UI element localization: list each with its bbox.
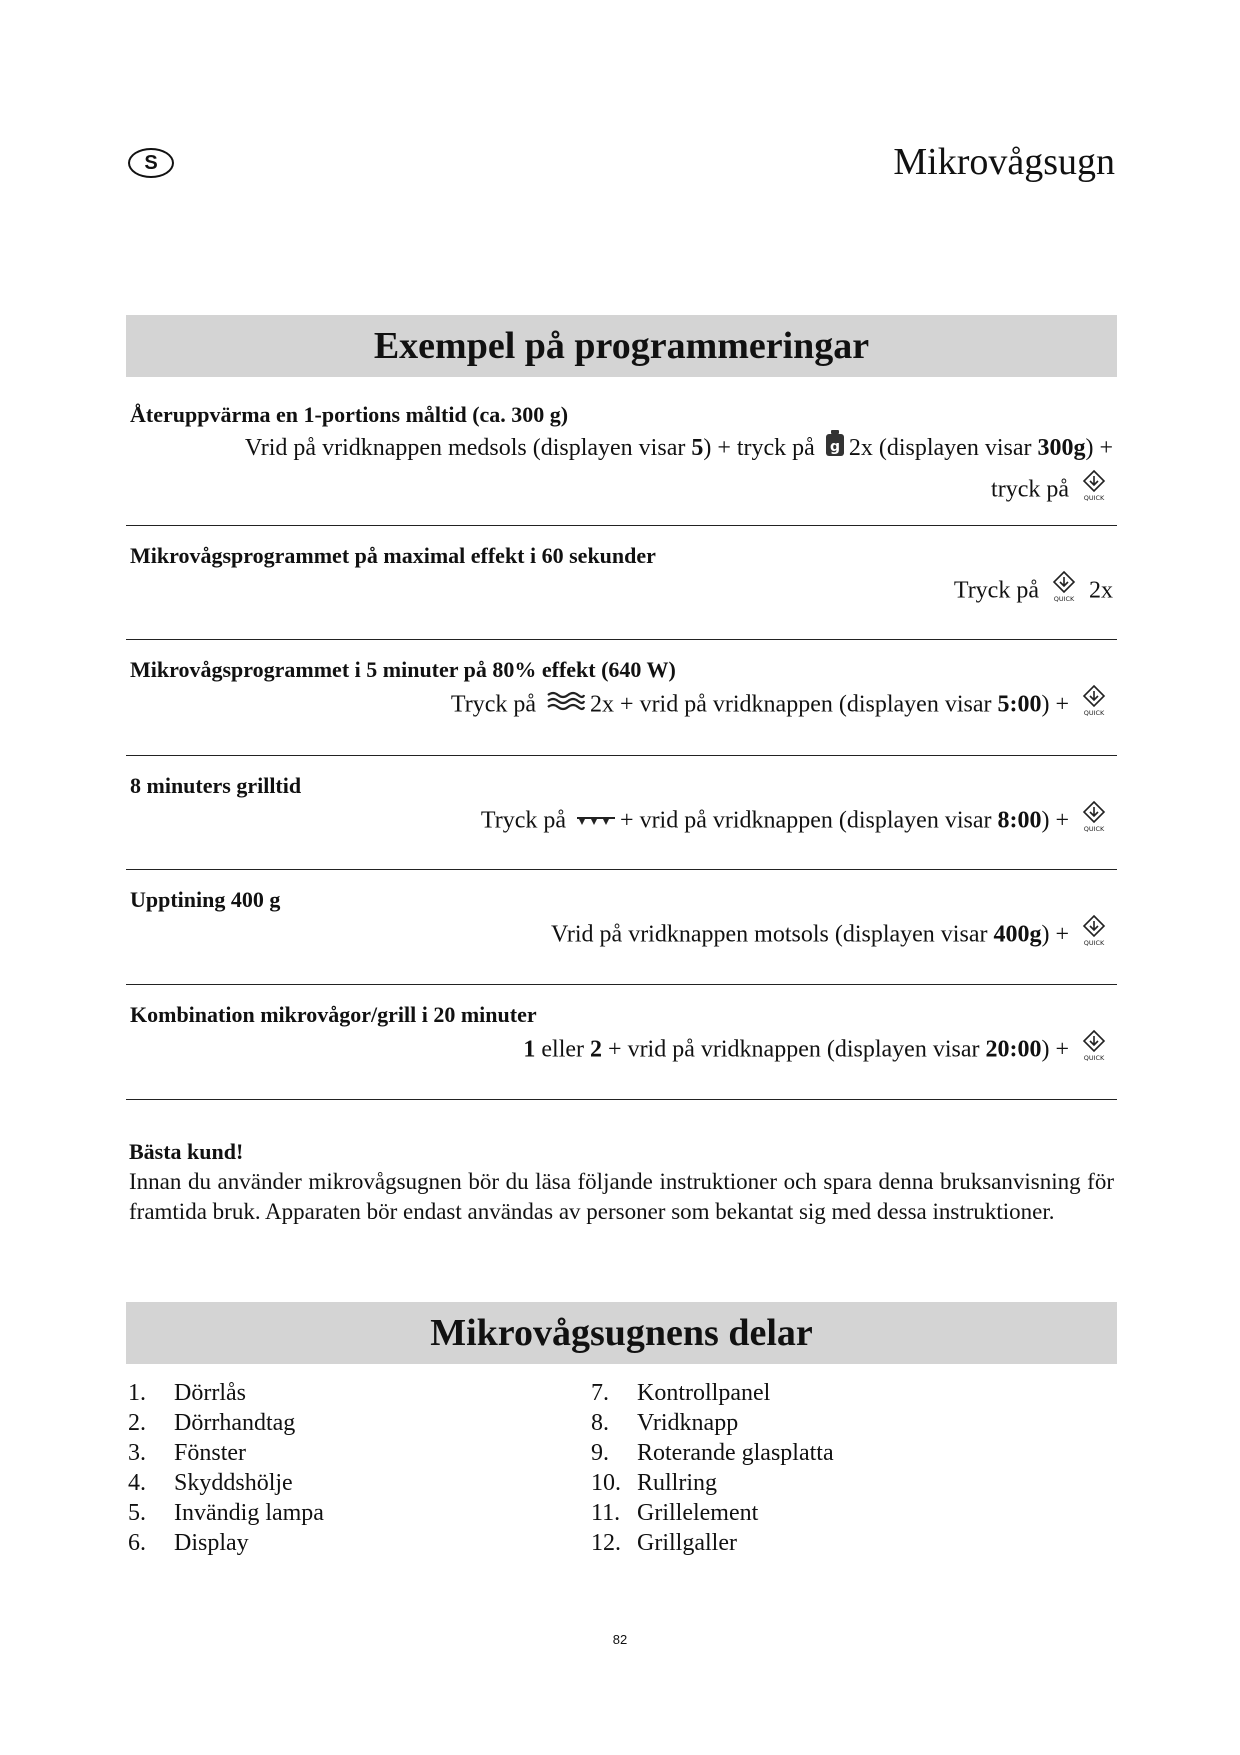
example-title: Mikrovågsprogrammet i 5 minuter på 80% effekt (640 W) bbox=[130, 657, 676, 682]
button-number: 1 bbox=[523, 1036, 536, 1063]
instruction-text: ) + bbox=[1041, 807, 1069, 834]
example-instruction bbox=[130, 914, 1117, 958]
instruction-text: 2x bbox=[1089, 577, 1113, 604]
svg-text:QUICK: QUICK bbox=[1083, 494, 1105, 502]
example-title: 8 minuters grilltid bbox=[130, 773, 302, 798]
intro-section bbox=[129, 1137, 1114, 1227]
example-title: Upptining 400 g bbox=[130, 887, 281, 912]
item-number: 12. bbox=[591, 1530, 621, 1556]
language-badge bbox=[128, 148, 174, 178]
weight-icon bbox=[825, 429, 845, 469]
item-label: Grillelement bbox=[637, 1500, 759, 1526]
item-label: Display bbox=[174, 1530, 249, 1556]
item-number: 7. bbox=[591, 1380, 609, 1406]
instruction-text: Tryck på bbox=[480, 807, 567, 834]
display-value: 5:00 bbox=[997, 691, 1042, 718]
item-number: 10. bbox=[591, 1470, 621, 1496]
item-number: 1. bbox=[128, 1380, 146, 1406]
list-item bbox=[128, 1468, 324, 1498]
example-instruction bbox=[130, 429, 1117, 513]
item-number: 3. bbox=[128, 1440, 146, 1466]
display-value: 400g bbox=[993, 921, 1042, 948]
display-value: 20:00 bbox=[985, 1036, 1042, 1063]
example-title: Mikrovågsprogrammet på maximal effekt i 60 sekunder bbox=[130, 543, 656, 568]
example-8min-grill bbox=[126, 756, 1117, 870]
display-value: 8:00 bbox=[997, 807, 1042, 834]
example-instruction bbox=[130, 684, 1117, 728]
item-label: Fönster bbox=[174, 1440, 246, 1466]
item-number: 9. bbox=[591, 1440, 609, 1466]
button-number: 2 bbox=[590, 1036, 603, 1063]
instruction-text: ) + bbox=[1041, 691, 1069, 718]
quick-start-icon bbox=[1079, 684, 1109, 728]
microwave-waves-icon bbox=[546, 687, 586, 725]
item-number: 6. bbox=[128, 1530, 146, 1556]
instruction-text: 2x (displayen visar bbox=[848, 435, 1038, 461]
page-number: 82 bbox=[612, 1632, 628, 1647]
item-number: 2. bbox=[128, 1410, 146, 1436]
list-item bbox=[591, 1438, 834, 1468]
list-item bbox=[591, 1528, 834, 1558]
list-item bbox=[128, 1528, 324, 1558]
examples-list bbox=[126, 385, 1117, 1100]
item-label: Grillgaller bbox=[637, 1530, 737, 1556]
example-max-power-60s bbox=[126, 526, 1117, 640]
section-banner-examples: Exempel på programmeringar bbox=[126, 315, 1117, 377]
instruction-text: 2x + vrid på vridknappen (displayen visar bbox=[590, 691, 998, 718]
example-title: Kombination mikrovågor/grill i 20 minuter bbox=[130, 1002, 537, 1027]
quick-start-icon bbox=[1049, 570, 1079, 614]
item-label: Invändig lampa bbox=[174, 1500, 324, 1526]
example-instruction bbox=[130, 800, 1117, 844]
item-label: Dörrlås bbox=[174, 1380, 246, 1406]
svg-text:QUICK: QUICK bbox=[1083, 939, 1105, 946]
item-number: 4. bbox=[128, 1470, 146, 1496]
instruction-text: Tryck på bbox=[953, 577, 1039, 604]
list-item bbox=[128, 1498, 324, 1528]
item-label: Skyddshölje bbox=[174, 1470, 293, 1496]
quick-start-icon bbox=[1079, 469, 1109, 513]
list-item bbox=[591, 1378, 834, 1408]
svg-text:QUICK: QUICK bbox=[1083, 1054, 1105, 1061]
instruction-text: + vrid på vridknappen (displayen visar bbox=[620, 807, 998, 834]
instruction-text: + vrid på vridknappen (displayen visar bbox=[602, 1036, 986, 1063]
instruction-text: Vrid på vridknappen medsols (displayen visar bbox=[244, 435, 692, 461]
item-label: Roterande glasplatta bbox=[637, 1440, 834, 1466]
item-label: Dörrhandtag bbox=[174, 1410, 296, 1436]
instruction-text: ) + bbox=[1085, 435, 1113, 461]
grill-icon bbox=[576, 803, 616, 841]
intro-title: Bästa kund! bbox=[129, 1139, 244, 1164]
item-label: Vridknapp bbox=[637, 1410, 739, 1436]
list-item bbox=[128, 1378, 324, 1408]
quick-start-icon bbox=[1079, 914, 1109, 958]
parts-column-left bbox=[128, 1378, 324, 1558]
list-item bbox=[591, 1408, 834, 1438]
instruction-text: tryck på bbox=[991, 477, 1069, 503]
instruction-text: ) + bbox=[1041, 921, 1069, 948]
instruction-text: eller bbox=[535, 1036, 591, 1063]
list-item bbox=[591, 1498, 834, 1528]
example-combo-20min bbox=[126, 985, 1117, 1100]
instruction-text: Tryck på bbox=[450, 691, 537, 718]
example-reheat bbox=[126, 385, 1117, 526]
item-number: 5. bbox=[128, 1500, 146, 1526]
svg-text:QUICK: QUICK bbox=[1083, 825, 1105, 832]
item-label: Kontrollpanel bbox=[637, 1380, 771, 1406]
instruction-text: Vrid på vridknappen motsols (displayen visar bbox=[550, 921, 994, 948]
svg-text:QUICK: QUICK bbox=[1053, 595, 1075, 602]
instruction-text: ) + tryck på bbox=[703, 435, 815, 461]
display-value: 300g bbox=[1037, 435, 1086, 461]
example-instruction bbox=[130, 1029, 1117, 1073]
example-defrost-400g bbox=[126, 870, 1117, 985]
instruction-text: ) + bbox=[1041, 1036, 1069, 1063]
display-value: 5 bbox=[691, 435, 704, 461]
item-label: Rullring bbox=[637, 1470, 718, 1496]
intro-text: Innan du använder mikrovågsugnen bör du läsa följande instruktioner och spara denna bruksanvisning för framtida bruk. Apparaten bör endast användas av personer som bekantat sig med dessa instruktioner. bbox=[129, 1169, 1114, 1224]
item-number: 11. bbox=[591, 1500, 621, 1526]
example-5min-80pct bbox=[126, 640, 1117, 756]
item-number: 8. bbox=[591, 1410, 609, 1436]
language-code: S bbox=[144, 151, 158, 174]
page-title: Mikrovågsugn bbox=[893, 141, 1115, 183]
svg-text:g: g bbox=[829, 439, 840, 456]
quick-start-icon bbox=[1079, 800, 1109, 844]
section-banner-parts: Mikrovågsugnens delar bbox=[126, 1302, 1117, 1364]
list-item bbox=[128, 1438, 324, 1468]
quick-start-icon bbox=[1079, 1029, 1109, 1073]
parts-column-right bbox=[591, 1378, 834, 1558]
example-instruction bbox=[130, 570, 1117, 614]
svg-text:QUICK: QUICK bbox=[1083, 709, 1105, 716]
list-item bbox=[128, 1408, 324, 1438]
list-item bbox=[591, 1468, 834, 1498]
example-title: Återuppvärma en 1-portions måltid (ca. 300 g) bbox=[130, 402, 569, 427]
